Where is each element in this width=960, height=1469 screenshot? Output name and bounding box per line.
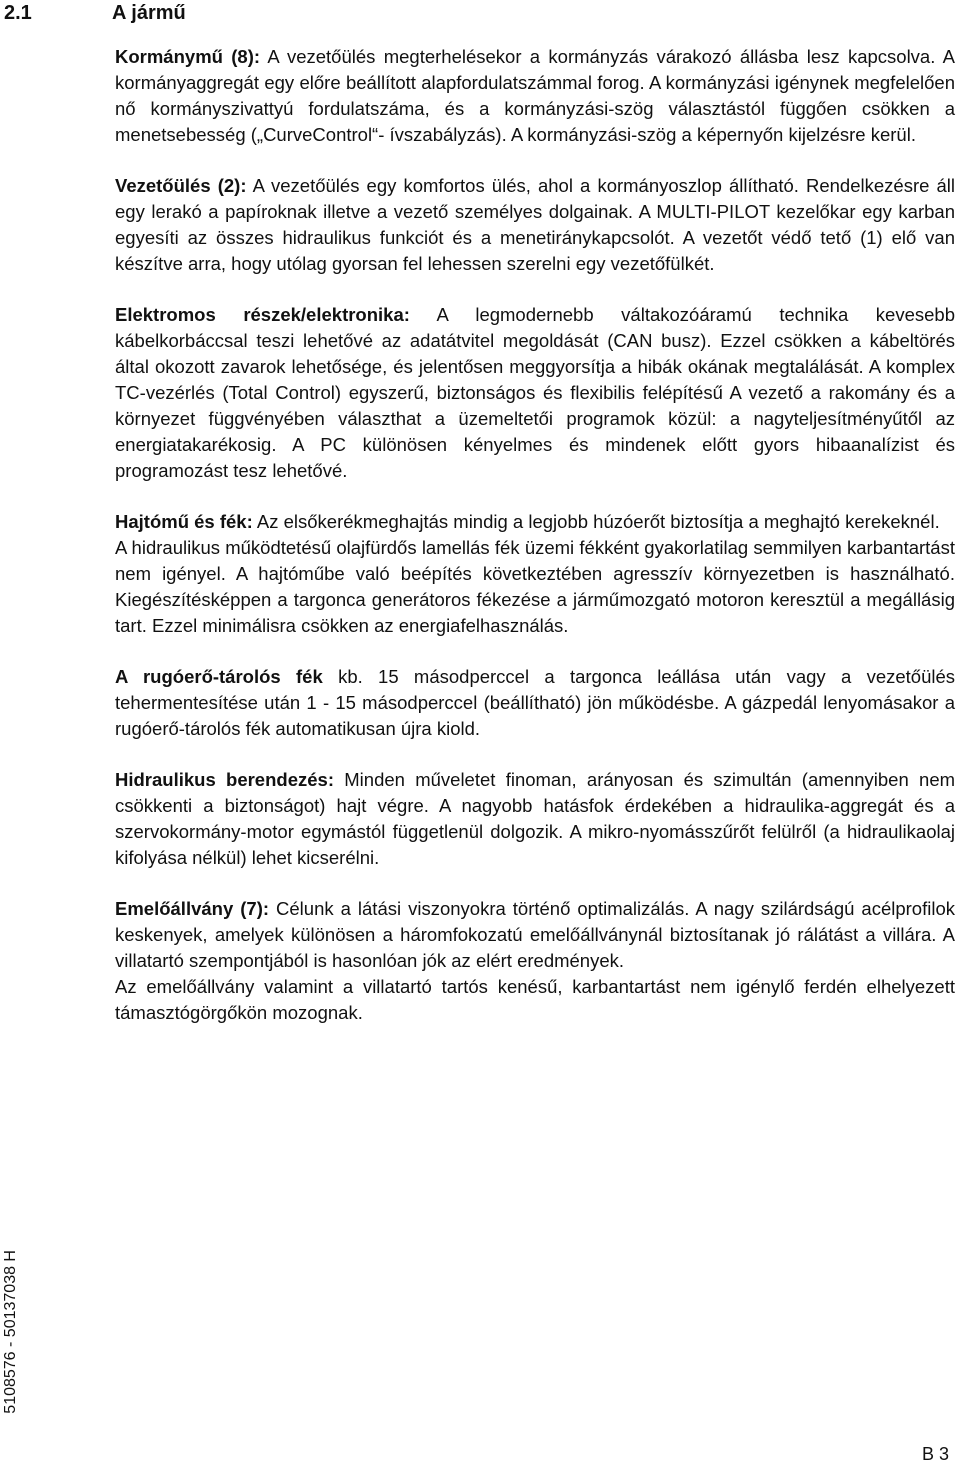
section-heading [4,2,186,25]
text-driver-seat: A vezetőülés egy komfortos ülés, ahol a kormányoszlop állítható. Rendelkezésre áll egy lerakó a papíroknak illetve a vezető személyes dolgainak. A MULTI-PILOT kezelőkar egy karban egyesíti az összes hidraulikus funkciót és a menetiránykapcsolót. A vezetőt védő tető (1) elő van készítve arra, hogy utólag gyorsan fel lehessen szerelni egy vezetőfülkét. [115,175,956,274]
paragraph-hydraulics [115,767,955,871]
document-body [115,44,955,1051]
document-number: 5108576 - 50137038 H [2,1250,19,1414]
paragraph-steering [115,44,955,148]
paragraph-spring-brake [115,664,955,742]
text-mast: Célunk a látási viszonyokra történő optimalizálás. A nagy szilárdságú acélprofilok keskenyek, amelyek különösen a háromfokozatú emelőállványnál biztosítanak jó rálátást a villára. A villatartó szempontjából is hasonlóan jók az elért eredmények. [115,898,955,971]
text-drive-brake-cont: A hidraulikus működtetésű olajfürdős lamellás fék üzemi fékként gyakorlatilag semmilyen karbantartást nem igényel. A hajtóműbe való beépítés következtében agresszív környezetben is használható. Kiegészítésképpen a targonca generátoros fékezése a járműmozgató motoron keresztül a megállásig tart. Ezzel minimálisra csökken az energiafelhasználás. [115,537,955,636]
text-drive-brake: Az elsőkerékmeghajtás mindig a legjobb húzóerőt biztosítja a meghajtó kerekeknél. [256,511,940,532]
term-spring-brake: A rugóerő-tárolós fék [115,666,323,687]
section-title: A jármű [112,2,186,24]
term-driver-seat: Vezetőülés (2): [115,175,247,196]
term-mast: Emelőállvány (7): [115,898,270,919]
paragraph-mast [115,896,955,974]
term-hydraulics: Hidraulikus berendezés: [115,769,334,790]
term-steering: Kormánymű (8): [115,46,261,67]
text-spring-brake: kb. 15 másodperccel a targonca leállása után vagy a vezetőülés tehermentesítése után 1 - 15 másodperccel (beállítható) jön működésbe. A gázpedál lenyomásakor a rugóerő-tárolós fék automatikusan újra kiold. [115,666,956,739]
paragraph-drive-brake-cont [115,535,955,639]
page-number: B 3 [922,1444,950,1464]
term-drive-brake: Hajtómű és fék: [115,511,253,532]
text-electronics: A legmodernebb váltakozóáramú technika kevesebb kábelkorbáccsal teszi lehetővé az adatátvitel megoldását (CAN busz). Ezzel csökken a kábeltörés által okozott zavarok lehetősége, és jelentősen meggyorsítja a hibák okának megtalálását. A komplex TC-vezérlés (Total Control) egyszerű, biztonságos és flexibilis felépítésű A vezető a rakomány és a környezet függvényében választhat a üzemeltetői programok közül: a nagyteljesítményűtől az energiatakarékosig. A PC különösen kényelmes és mindenek előtt gyors hibaanalízist és programozást tesz lehetővé. [115,304,955,481]
text-mast-cont: Az emelőállvány valamint a villatartó tartós kenésű, karbantartást nem igénylő ferdén elhelyezett támasztógörgőkön mozognak. [115,976,955,1023]
section-number: 2.1 [4,2,32,24]
text-steering: A vezetőülés megterhelésekor a kormányzás várakozó állásba lesz kapcsolva. A kormányaggregát egy előre beállított alapfordulatszámmal forog. A kormányzási igénynek megfelelően nő kormányszivattyú fordulatszáma, és a kormányzási-szög választástól függően csökken a menetsebesség („CurveControl“- ívszabályzás). A kormányzási-szög a képernyőn kijelzésre kerül. [115,46,955,145]
paragraph-mast-cont [115,974,955,1026]
paragraph-drive-brake [115,509,955,535]
paragraph-electronics [115,302,955,484]
text-hydraulics: Minden műveletet finoman, arányosan és szimultán (amennyiben nem csökkenti a biztonságot) hajt végre. A nagyobb hatásfok érdekében a hidraulika-aggregát és a szervokormány-motor egymástól függetlenül dolgozik. A mikro-nyomásszűrőt felülről (a hidraulikaolaj kifolyása nélkül) lehet kicserélni. [115,769,956,868]
paragraph-driver-seat [115,173,955,277]
term-electronics: Elektromos részek/elektronika: [115,304,410,325]
